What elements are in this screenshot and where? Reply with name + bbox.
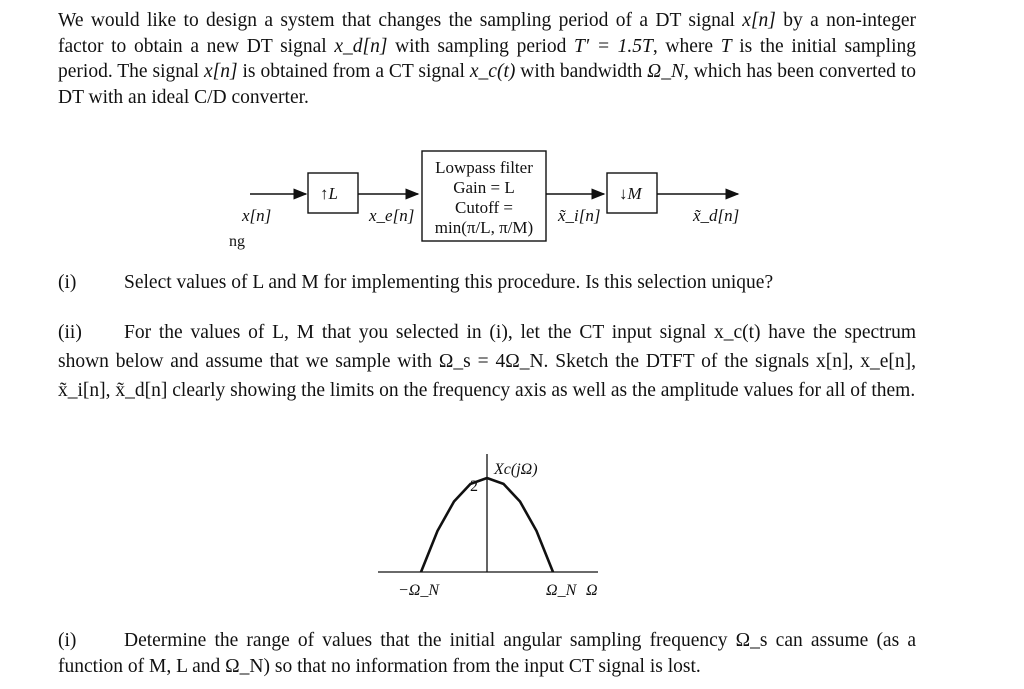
bandwidth: Ω_N bbox=[647, 61, 684, 82]
filter-line-4: min(π/L, π/M) bbox=[434, 218, 534, 237]
upsampler-label: ↑L bbox=[320, 184, 338, 203]
question-text: Determine the range of values that the initial angular sampling frequency Ω_s can assume (as a function of M, L and Ω_N) so that no information from the input CT signal is lost. bbox=[58, 630, 916, 677]
signal-x: x[n] bbox=[742, 10, 776, 31]
input-label: x[n] bbox=[242, 206, 272, 225]
question-number: (i) bbox=[58, 272, 77, 293]
plot-title: Xc(jΩ) bbox=[494, 461, 538, 478]
intro-paragraph: We would like to design a system that changes the sampling period of a DT signal x[n] by a non-integer factor to obtain a new DT signal x_d[n] with sampling period T′ = 1.5T, where T is the initial sampling period. The signal x[n] is obtained from a CT signal x_c(t) with bandwidth Ω_N, which has been converted to DT with an ideal C/D converter. bbox=[58, 10, 916, 108]
xi-label: x̃_i[n] bbox=[558, 206, 601, 225]
left-tick-label: −Ω_N bbox=[398, 582, 440, 599]
question-number: (ii) bbox=[58, 322, 82, 343]
block-diagram bbox=[0, 145, 1024, 255]
spectrum-plot bbox=[0, 440, 1024, 610]
new-period: T′ = 1.5T bbox=[574, 35, 653, 57]
question-text: For the values of L, M that you selected in (i), let the CT input signal x_c(t) have the spectrum shown below and assume that we sample with Ω_s = 4Ω_N. Sketch the DTFT of the signals x[n], x_e[n], x̃_i[n], x̃_d[n] clearly showing the limits on the frequency axis as well as the amplitude values for all of them. bbox=[58, 322, 916, 401]
downsampler-label: ↓M bbox=[619, 184, 642, 203]
question-number: (i) bbox=[58, 630, 77, 651]
axis-label: Ω bbox=[586, 582, 598, 599]
question-ii bbox=[58, 318, 916, 405]
signal-xc: x_c(t) bbox=[469, 61, 516, 82]
filter-line-3: Cutoff = bbox=[455, 198, 513, 217]
output-label: x̃_d[n] bbox=[693, 206, 740, 225]
question-i bbox=[58, 270, 916, 296]
peak-label: 2 bbox=[470, 478, 478, 495]
right-tick-label: Ω_N bbox=[546, 582, 577, 599]
question-i-range bbox=[58, 628, 916, 679]
filter-line-1: Lowpass filter bbox=[435, 158, 533, 177]
signal-xd: x_d[n] bbox=[334, 35, 388, 57]
xe-label: x_e[n] bbox=[369, 206, 415, 225]
question-text: Select values of L and M for implementing this procedure. Is this selection unique? bbox=[124, 272, 774, 293]
stray-text: ng bbox=[229, 233, 245, 250]
filter-line-2: Gain = L bbox=[453, 178, 515, 197]
